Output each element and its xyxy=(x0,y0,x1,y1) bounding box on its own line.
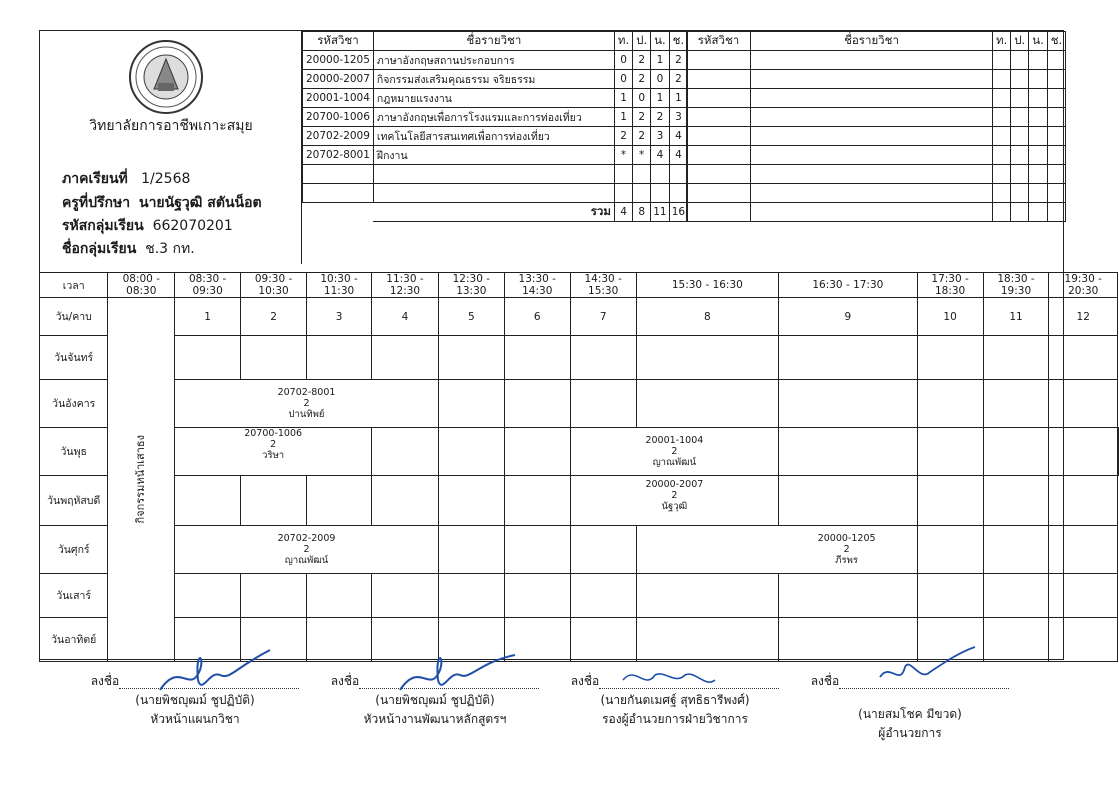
time-slot: 18:30 - 19:30 xyxy=(983,273,1049,298)
time-slot: 15:30 - 16:30 xyxy=(636,273,778,298)
subject-table-right xyxy=(686,31,1066,222)
period-number: 4 xyxy=(372,298,439,336)
class-cell xyxy=(636,526,917,574)
time-slot: 11:30 - 12:30 xyxy=(372,273,439,298)
subject-p: 2 xyxy=(633,51,651,70)
subject-code: 20700-1006 xyxy=(303,108,374,127)
class-room: 2 xyxy=(671,446,678,457)
subject-c: 4 xyxy=(669,146,687,165)
time-slot: 13:30 - 14:30 xyxy=(504,273,570,298)
homeroom-label: กิจกรรมหน้าเสาธง xyxy=(134,435,148,524)
n-header: น. xyxy=(651,32,670,51)
subject-c: 3 xyxy=(669,108,687,127)
table-row xyxy=(303,70,688,89)
total-c: 16 xyxy=(669,203,687,222)
class-cell xyxy=(570,428,778,476)
signer-name: (นายพิชญุฒม์ ชูปฏิบัติ) xyxy=(135,693,255,707)
time-slot: 16:30 - 17:30 xyxy=(779,273,918,298)
class-teacher: วริษา xyxy=(262,450,285,461)
table-row xyxy=(303,165,688,184)
subject-code: 20000-2007 xyxy=(303,70,374,89)
c-header: ช. xyxy=(669,32,687,51)
signer-name: (นายกันตเมศฐ์ สุทธิธารีพงศ์) xyxy=(600,693,750,707)
term-value: 1/2568 xyxy=(141,171,191,187)
handwritten-signature-1 xyxy=(150,640,280,700)
n-header: น. xyxy=(1029,32,1048,51)
subject-code: 20000-1205 xyxy=(303,51,374,70)
table-row xyxy=(303,51,688,70)
total-label: รวม xyxy=(373,203,614,222)
period-number: 10 xyxy=(917,298,983,336)
sign-label: ลงชื่อ xyxy=(810,674,840,688)
subject-p: 2 xyxy=(633,70,651,89)
subject-c: 2 xyxy=(669,70,687,89)
term-line xyxy=(62,168,190,190)
day-label: วันเสาร์ xyxy=(40,574,108,618)
t-header: ท. xyxy=(993,32,1011,51)
period-number: 6 xyxy=(504,298,570,336)
subject-n: 1 xyxy=(651,51,670,70)
subject-name: เทคโนโลยีสารสนเทศเพื่อการท่องเที่ยว xyxy=(373,127,614,146)
class-cell xyxy=(175,428,372,476)
subject-t: 0 xyxy=(614,70,632,89)
day-label: วันอังคาร xyxy=(40,380,108,428)
day-row-thursday xyxy=(40,476,1119,526)
subject-c: 4 xyxy=(669,127,687,146)
subject-p: * xyxy=(633,146,651,165)
group-code-value: 662070201 xyxy=(152,218,233,234)
class-code: 20000-2007 xyxy=(645,479,704,490)
t-header: ท. xyxy=(614,32,632,51)
period-number: 3 xyxy=(307,298,372,336)
subject-n: 4 xyxy=(651,146,670,165)
day-label: วันพฤหัสบดี xyxy=(40,476,108,526)
subject-name: ภาษาอังกฤษสถานประกอบการ xyxy=(373,51,614,70)
class-teacher: นัฐวุฒิ xyxy=(661,501,688,512)
subject-n: 2 xyxy=(651,108,670,127)
total-p: 8 xyxy=(633,203,651,222)
group-name-label: ชื่อกลุ่มเรียน xyxy=(62,241,137,257)
advisor-label: ครูที่ปรึกษา xyxy=(62,195,131,211)
code-header: รหัสวิชา xyxy=(303,32,374,51)
period-number: 2 xyxy=(241,298,307,336)
table-row xyxy=(303,127,688,146)
advisor-value: นายนัฐวุฒิ สตันน็อต xyxy=(139,195,262,211)
term-label: ภาคเรียนที่ xyxy=(62,171,128,187)
c-header: ช. xyxy=(1047,32,1065,51)
class-cell xyxy=(175,380,439,428)
handwritten-signature-4 xyxy=(870,642,980,692)
period-label: วัน/คาบ xyxy=(40,298,108,336)
name-header: ชื่อรายวิชา xyxy=(373,32,614,51)
advisor-line xyxy=(62,192,262,214)
subject-name: กฎหมายแรงงาน xyxy=(373,89,614,108)
subject-t: 0 xyxy=(614,51,632,70)
sign-label: ลงชื่อ xyxy=(570,674,600,688)
period-number: 9 xyxy=(779,298,918,336)
signer-title: รองผู้อำนวยการฝ่ายวิชาการ xyxy=(602,712,748,726)
subject-name: ภาษาอังกฤษเพื่อการโรงแรมและการท่องเที่ยว xyxy=(373,108,614,127)
time-slot: 09:30 - 10:30 xyxy=(241,273,307,298)
day-row-wednesday xyxy=(40,428,1119,476)
subject-t: 2 xyxy=(614,127,632,146)
period-number: 5 xyxy=(438,298,504,336)
class-room: 2 xyxy=(671,490,678,501)
subject-n: 1 xyxy=(651,89,670,108)
period-number: 11 xyxy=(983,298,1049,336)
class-teacher: ญาณพัฒน์ xyxy=(284,555,329,566)
subject-c: 1 xyxy=(669,89,687,108)
table-row xyxy=(303,184,688,203)
subject-code: 20001-1004 xyxy=(303,89,374,108)
name-header: ชื่อรายวิชา xyxy=(751,32,993,51)
subject-code: 20702-8001 xyxy=(303,146,374,165)
signer-name: (นายสมโชค มีขวด) xyxy=(858,707,962,721)
time-row xyxy=(40,273,1119,298)
class-cell xyxy=(570,476,778,526)
subject-name: กิจกรรมส่งเสริมคุณธรรม จริยธรรม xyxy=(373,70,614,89)
sign-label: ลงชื่อ xyxy=(90,674,120,688)
time-slot: 14:30 - 15:30 xyxy=(570,273,636,298)
group-code-label: รหัสกลุ่มเรียน xyxy=(62,218,144,234)
group-name-value: ช.3 กท. xyxy=(145,241,195,257)
group-code-line xyxy=(62,215,233,237)
class-teacher: ปานทิพย์ xyxy=(288,409,325,420)
group-name-line xyxy=(62,238,195,260)
subject-table-left xyxy=(302,31,688,222)
subject-t: 1 xyxy=(614,108,632,127)
table-row xyxy=(303,146,688,165)
subject-n: 0 xyxy=(651,70,670,89)
subject-t: * xyxy=(614,146,632,165)
time-label: เวลา xyxy=(40,273,108,298)
handwritten-signature-2 xyxy=(390,640,520,700)
school-name: วิทยาลัยการอาชีพเกาะสมุย xyxy=(89,118,253,134)
day-row-friday xyxy=(40,526,1119,574)
college-seal-icon xyxy=(128,39,204,115)
class-code: 20702-2009 xyxy=(277,533,336,544)
subject-t: 1 xyxy=(614,89,632,108)
time-slot: 08:30 - 09:30 xyxy=(175,273,241,298)
signer-name: (นายพิชญุฒม์ ชูปฏิบัติ) xyxy=(375,693,495,707)
handwritten-signature-3 xyxy=(615,660,725,700)
class-code: 20000-1205 xyxy=(817,533,876,544)
subject-code: 20702-2009 xyxy=(303,127,374,146)
subject-name: ฝึกงาน xyxy=(373,146,614,165)
day-row-saturday xyxy=(40,574,1119,618)
class-room: 2 xyxy=(303,398,310,409)
p-header: ป. xyxy=(1011,32,1029,51)
homeroom-cell xyxy=(108,298,175,662)
day-label: วันพุธ xyxy=(40,428,108,476)
day-row-tuesday xyxy=(40,380,1119,428)
time-slot: 10:30 - 11:30 xyxy=(307,273,372,298)
class-cell xyxy=(175,526,439,574)
class-room: 2 xyxy=(843,544,850,555)
signer-title: หัวหน้าแผนกวิชา xyxy=(150,712,240,726)
subject-n: 3 xyxy=(651,127,670,146)
class-teacher: ญาณพัฒน์ xyxy=(652,457,697,468)
timetable xyxy=(39,272,1119,662)
time-slot: 17:30 - 18:30 xyxy=(917,273,983,298)
time-slot: 19:30 - 20:30 xyxy=(1049,273,1118,298)
period-number: 12 xyxy=(1049,298,1118,336)
class-code: 20001-1004 xyxy=(645,435,704,446)
day-row-monday xyxy=(40,336,1119,380)
subject-p: 0 xyxy=(633,89,651,108)
sign-label: ลงชื่อ xyxy=(330,674,360,688)
day-label: วันศุกร์ xyxy=(40,526,108,574)
class-room: 2 xyxy=(270,439,277,450)
code-header: รหัสวิชา xyxy=(687,32,751,51)
total-row xyxy=(303,203,688,222)
period-row xyxy=(40,298,1119,336)
time-slot: 08:00 - 08:30 xyxy=(108,273,175,298)
subject-p: 2 xyxy=(633,108,651,127)
signer-title: หัวหน้างานพัฒนาหลักสูตรฯ xyxy=(363,712,507,726)
day-label: วันอาทิตย์ xyxy=(40,618,108,662)
class-teacher: ภีรพร xyxy=(835,555,858,566)
subject-p: 2 xyxy=(633,127,651,146)
class-code: 20702-8001 xyxy=(277,387,336,398)
total-t: 4 xyxy=(614,203,632,222)
period-number: 1 xyxy=(175,298,241,336)
period-number: 8 xyxy=(636,298,778,336)
class-room: 2 xyxy=(303,544,310,555)
class-code: 20700-1006 xyxy=(244,428,303,439)
signer-title: ผู้อำนวยการ xyxy=(878,726,942,740)
day-label: วันจันทร์ xyxy=(40,336,108,380)
time-slot: 12:30 - 13:30 xyxy=(438,273,504,298)
table-row xyxy=(303,108,688,127)
total-n: 11 xyxy=(651,203,670,222)
table-row xyxy=(303,89,688,108)
period-number: 7 xyxy=(570,298,636,336)
subject-c: 2 xyxy=(669,51,687,70)
p-header: ป. xyxy=(633,32,651,51)
